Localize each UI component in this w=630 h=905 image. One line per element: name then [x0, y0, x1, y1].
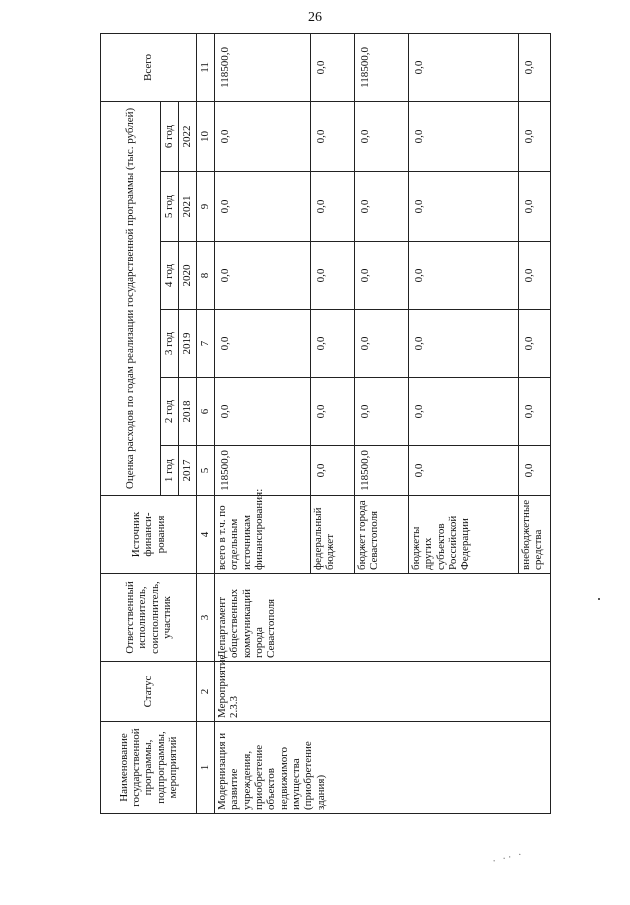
year-value: 2021	[179, 172, 197, 242]
value-cell: 0,0	[409, 310, 519, 378]
value-cell: 118500,0	[355, 33, 409, 101]
item-name: Модернизация и развитие учреждения, приобретение объектов недвижимого имущества (приобретение здания)	[215, 722, 551, 814]
value-cell: 0,0	[215, 172, 311, 242]
year-label: 1 год	[161, 446, 179, 496]
value-cell: 0,0	[519, 310, 551, 378]
value-cell: 0,0	[355, 378, 409, 446]
source-cell: всего в т.ч. по отдельным источникам финансирования:	[215, 496, 311, 574]
value-cell: 118500,0	[215, 446, 311, 496]
column-index: 5	[197, 446, 215, 496]
column-index: 11	[197, 33, 215, 101]
value-cell: 0,0	[215, 101, 311, 171]
value-cell: 0,0	[519, 101, 551, 171]
scan-smudge: · ·· ·	[491, 848, 526, 868]
value-cell: 0,0	[215, 242, 311, 310]
year-value: 2020	[179, 242, 197, 310]
column-index: 7	[197, 310, 215, 378]
value-cell: 0,0	[519, 172, 551, 242]
value-cell: 0,0	[409, 101, 519, 171]
value-cell: 0,0	[519, 242, 551, 310]
column-index: 10	[197, 101, 215, 171]
value-cell: 0,0	[311, 242, 355, 310]
column-index: 6	[197, 378, 215, 446]
year-value: 2019	[179, 310, 197, 378]
year-label: 2 год	[161, 378, 179, 446]
year-label: 5 год	[161, 172, 179, 242]
header-status: Статус	[101, 662, 197, 722]
source-cell: внебюджетные средства	[519, 496, 551, 574]
year-value: 2018	[179, 378, 197, 446]
year-label: 6 год	[161, 101, 179, 171]
value-cell: 0,0	[215, 310, 311, 378]
year-label: 3 год	[161, 310, 179, 378]
column-index-row	[197, 33, 215, 813]
table-row	[215, 33, 311, 813]
value-cell: 0,0	[409, 242, 519, 310]
rotated-table-wrapper	[100, 34, 545, 814]
value-cell: 0,0	[409, 378, 519, 446]
value-cell: 0,0	[355, 101, 409, 171]
value-cell: 0,0	[355, 310, 409, 378]
source-cell: бюджет города Севастополя	[355, 496, 409, 574]
source-cell: федеральный бюджет	[311, 496, 355, 574]
value-cell: 0,0	[409, 33, 519, 101]
scan-dot	[598, 598, 600, 600]
year-value: 2022	[179, 101, 197, 171]
value-cell: 0,0	[311, 310, 355, 378]
value-cell: 0,0	[311, 172, 355, 242]
year-label: 4 год	[161, 242, 179, 310]
column-index: 4	[197, 496, 215, 574]
column-index: 1	[197, 722, 215, 814]
value-cell: 0,0	[355, 242, 409, 310]
value-cell: 0,0	[519, 33, 551, 101]
budget-table	[100, 33, 551, 814]
value-cell: 0,0	[311, 446, 355, 496]
value-cell: 118500,0	[355, 446, 409, 496]
value-cell: 118500,0	[215, 33, 311, 101]
value-cell: 0,0	[409, 172, 519, 242]
source-cell: бюджеты других субъектов Российской Федерации	[409, 496, 519, 574]
year-value: 2017	[179, 446, 197, 496]
value-cell: 0,0	[519, 378, 551, 446]
page-number: 26	[308, 10, 322, 25]
column-index: 2	[197, 662, 215, 722]
header-responsible: Ответственный исполнитель, соисполнитель, участник	[101, 574, 197, 662]
value-cell: 0,0	[311, 101, 355, 171]
value-cell: 0,0	[355, 172, 409, 242]
item-status: Мероприятие 2.3.3	[215, 662, 551, 722]
column-index: 3	[197, 574, 215, 662]
column-index: 9	[197, 172, 215, 242]
item-responsible: Департамент общественных коммуникаций города Севастополя	[215, 574, 551, 662]
value-cell: 0,0	[215, 378, 311, 446]
value-cell: 0,0	[311, 33, 355, 101]
column-index: 8	[197, 242, 215, 310]
header-estimate: Оценка расходов по годам реализации государственной программы (тыс. рублей)	[101, 101, 161, 495]
header-total: Всего	[101, 33, 197, 101]
header-name: Наименование государственной программы, подпрограммы, мероприятий	[101, 722, 197, 814]
value-cell: 0,0	[311, 378, 355, 446]
value-cell: 0,0	[519, 446, 551, 496]
header-source: Источник финанси-рования	[101, 496, 197, 574]
value-cell: 0,0	[409, 446, 519, 496]
